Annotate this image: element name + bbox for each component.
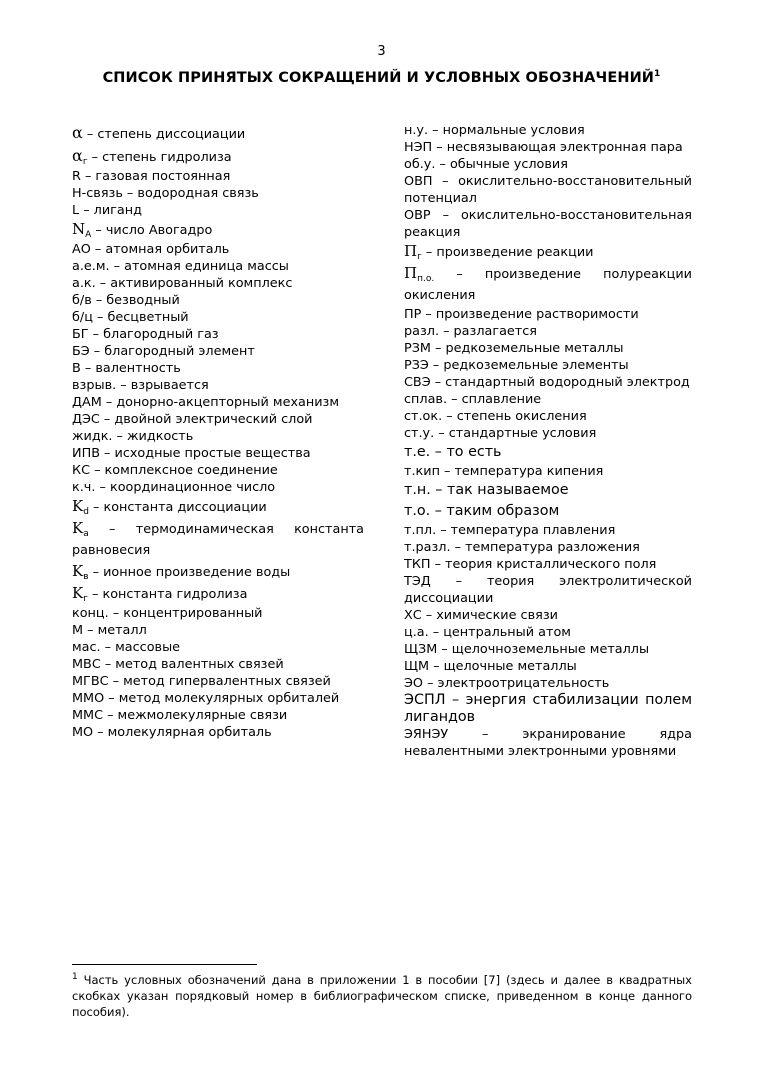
- list-item: МГВС – метод гипервалентных связей: [72, 674, 331, 689]
- list-item: ММО – метод молекулярных орбиталей: [72, 691, 340, 706]
- list-item: $K_г$ – константа гидролиза: [72, 584, 248, 604]
- list-item: Н-связь – водородная связь: [72, 186, 259, 201]
- list-item: В – валентность: [72, 361, 181, 376]
- list-item: а.к. – активированный комплекс: [72, 276, 293, 291]
- list-item: т.о. – таким образом: [404, 503, 560, 519]
- page-number: 3: [377, 44, 386, 59]
- footnote: [72, 972, 692, 1020]
- list-item: $\alpha_г$ – степень гидролиза: [72, 146, 232, 167]
- list-item: М – металл: [72, 623, 147, 638]
- list-item: ЩЗМ – щелочноземельные металлы: [404, 642, 650, 657]
- list-item: СВЭ – стандартный водородный электрод: [404, 375, 690, 390]
- list-item: РЗЭ – редкоземельные элементы: [404, 358, 629, 373]
- list-item: $П_{п.о.}$ – произведение полуреакции окисления: [404, 264, 692, 303]
- list-item: $П_г$ – произведение реакции: [404, 242, 594, 262]
- list-item: МВС – метод валентных связей: [72, 657, 284, 672]
- abbreviations-right-column: [404, 122, 692, 760]
- list-item: б/ц – бесцветный: [72, 310, 189, 325]
- title-footnote-mark: 1: [654, 69, 661, 79]
- list-item: ЭСПЛ – энергия стабилизации полем лигандов: [404, 692, 692, 725]
- list-item: БЭ – благородный элемент: [72, 344, 255, 359]
- list-item: ИПВ – исходные простые вещества: [72, 446, 311, 461]
- entry-symbol: $K_d$: [72, 497, 89, 517]
- list-item: мас. – массовые: [72, 640, 181, 655]
- list-item: ОВП – окислительно-восстановительный потенциал: [404, 174, 692, 206]
- list-item: к.ч. – координационное число: [72, 480, 276, 495]
- entry-symbol: $П_{п.о.}$: [404, 264, 435, 284]
- entry-symbol: $П_г$: [404, 242, 422, 262]
- list-item: конц. – концентрированный: [72, 606, 263, 621]
- list-item: $N_A$ – число Авогадро: [72, 220, 213, 240]
- list-item: АО – атомная орбиталь: [72, 242, 230, 257]
- list-item: а.е.м. – атомная единица массы: [72, 259, 289, 274]
- list-item: н.у. – нормальные условия: [404, 123, 585, 138]
- list-item: НЭП – несвязывающая электронная пара: [404, 140, 683, 155]
- list-item: ТЭД – теория электролитической диссоциации: [404, 574, 692, 606]
- list-item: т.пл. – температура плавления: [404, 523, 616, 538]
- list-item: сплав. – сплавление: [404, 392, 542, 407]
- list-item: т.н. – так называемое: [404, 482, 569, 498]
- list-item: ДАМ – донорно-акцепторный механизм: [72, 395, 340, 410]
- list-item: жидк. – жидкость: [72, 429, 194, 444]
- list-item: R – газовая постоянная: [72, 169, 231, 184]
- entry-symbol: $K_a$: [72, 519, 89, 539]
- list-item: α – степень диссоциации: [72, 123, 246, 142]
- list-item: ММС – межмолекулярные связи: [72, 708, 288, 723]
- list-item: МО – молекулярная орбиталь: [72, 725, 272, 740]
- title-text: СПИСОК ПРИНЯТЫХ СОКРАЩЕНИЙ И УСЛОВНЫХ ОБОЗНАЧЕНИЙ: [102, 70, 655, 86]
- list-item: ц.а. – центральный атом: [404, 625, 571, 640]
- list-item: ДЭС – двойной электрический слой: [72, 412, 313, 427]
- list-item: КС – комплексное соединение: [72, 463, 278, 478]
- entry-symbol: $\alpha_г$: [72, 146, 88, 167]
- list-item: ст.ок. – степень окисления: [404, 409, 587, 424]
- list-item: т.разл. – температура разложения: [404, 540, 640, 555]
- list-item: ЩМ – щелочные металлы: [404, 659, 577, 674]
- list-item: ПР – произведение растворимости: [404, 307, 639, 322]
- list-item: об.у. – обычные условия: [404, 157, 568, 172]
- list-item: ТКП – теория кристаллического поля: [404, 557, 657, 572]
- list-item: ХС – химические связи: [404, 608, 558, 623]
- entry-symbol: $N_A$: [72, 220, 92, 240]
- list-item: т.кип – температура кипения: [404, 464, 604, 479]
- list-item: $K_a$ – термодинамическая константа равновесия: [72, 519, 364, 558]
- list-item: т.е. – то есть: [404, 444, 502, 460]
- list-item: РЗМ – редкоземельные металлы: [404, 341, 624, 356]
- list-item: разл. – разлагается: [404, 324, 537, 339]
- list-item: взрыв. – взрывается: [72, 378, 209, 393]
- footnote-text: Часть условных обозначений дана в приложении 1 в пособии [7] (здесь и далее в квадратных скобках указан порядковый номер в библиографическом списке, приведенном в конце данного пособия).: [72, 973, 692, 1019]
- list-item: б/в – безводный: [72, 293, 180, 308]
- list-item: $K_в$ – ионное произведение воды: [72, 562, 291, 582]
- entry-symbol: $K_в$: [72, 562, 89, 582]
- footnote-divider: [72, 964, 257, 965]
- list-item: ст.у. – стандартные условия: [404, 426, 597, 441]
- entry-symbol: α: [72, 123, 83, 142]
- list-item: L – лиганд: [72, 203, 142, 218]
- footnote-mark: 1: [72, 972, 78, 982]
- list-item: БГ – благородный газ: [72, 327, 219, 342]
- list-item: ЭО – электроотрицательность: [404, 676, 610, 691]
- abbreviations-left-column: [72, 122, 364, 741]
- list-item: $K_d$ – константа диссоциации: [72, 497, 267, 517]
- list-item: ЭЯНЭУ – экранирование ядра невалентными электронными уровнями: [404, 727, 692, 759]
- list-item: ОВР – окислительно-восстановительная реакция: [404, 208, 692, 240]
- entry-symbol: $K_г$: [72, 584, 88, 604]
- page-title: [0, 70, 763, 86]
